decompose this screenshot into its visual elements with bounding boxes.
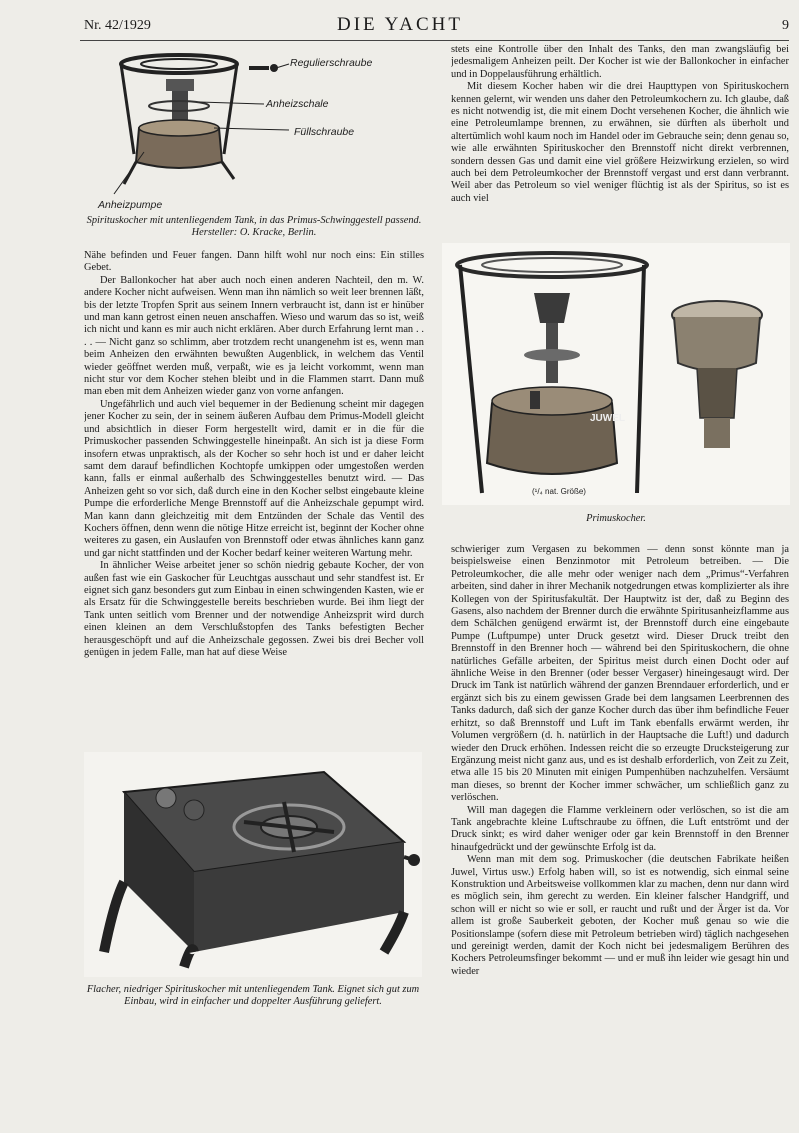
paragraph: Will man dagegen die Flamme verkleinern oder verlöschen, so ist die am Tank angebrachte kleine Luftschraube zu öffnen, die Luft entströmt und der Druck sinkt; es wird daher weniger oder gar kein Brennstoff in den Brenner hinaufgedrückt und der gewünschte Erfolg ist da. [451, 804, 789, 853]
right-column-top-text [451, 44, 789, 234]
paragraph: Wenn man mit dem sog. Primuskocher (die deutschen Fabrikate heißen Juwel, Virtus usw.) Erfolg haben will, so ist es notwendig, sich einmal seine Konstruktion und Arbeitsweise vollkommen klar zu machen, denn nur dann wird es möglich sein, ihm gerecht zu werden. Ein kleiner falscher Handgriff, und schon will er nicht so wie er soll, er raucht und rußt und der Ärger ist da. Vor allem ist große Sauberkeit geboten, der Kocher muß genau so wie die Positionslampe (sofern diese mit Petroleum betrieben wird) täglich nachgesehen und gereinigt werden, damit der Koch nicht bei jedesmaligem Berühren des Kochers Petroleumsfinger bekommt — und er muß ihn leider wie gesagt hin und wieder [451, 854, 789, 977]
figure3-caption: Flacher, niedriger Spirituskocher mit untenliegendem Tank. Eignet sich gut zum Einbau, wird in einfacher und doppelter Ausführung geliefert. [86, 984, 420, 1008]
brand-label: JUWEL [590, 413, 625, 424]
paragraph: schwieriger zum Vergasen zu bekommen — denn sonst könnte man ja beispielsweise einen Benzinmotor mit Petroleum betreiben. — Die Petroleumkocher, die alle mehr oder weniger nach dem „Primus“-Verfahren arbeiten, sind daher in ihrer Mechanik notgedrungen etwas komplizierter als ihre Kollegen von der Spiritusfakultät. Der Hauptwitz ist der, daß zu Beginn des Gasens, also nachdem der Brenner durch die erwähnte Spiritusanheizflamme aus dem Schälchen genügend erwärmt ist, der Brennstoff durch eine eingebaute Pumpe (Luftpumpe) unter Druck gesetzt wird. Dieser Druck treibt den Brennstoff in den Brenner hoch — während bei den Spirituskochern, die ohne natürliches Gefälle arbeiten, der Spiritus meist durch einen Docht oder auf ähnliche Weise in den Brenner (oder besser Vergaser) hineingesaugt wird. Der Druck im Tank ist natürlich während der ganzen Brenndauer erforderlich, und er ergänzt sich bis zu einem gewissen Grade bei dem langsamen Leerbrennen des Tanks dadurch, daß sich der ganze Kocher durch das über ihm befindliche Feuer erhitzt, so daß Brennstoff und Luft im Tank ebenfalls erwärmt werden, ihr Volumen vergrößern (d. h. natürlich in der Hauptsache die Luft!) und dadurch wieder den Druck erhöhen. Indessen reicht die so erzeugte Drucksteigerung zur Ergänzung meist nicht ganz aus, und es ist deshalb erforderlich, von Zeit zu Zeit, etwa alle 15 bis 20 Minuten mit einigen Pumpenhüben nachzuhelfen. Versäumt man dieses, so brennt der Kocher immer schwächer, um schließlich ganz zu verlöschen. [451, 544, 789, 804]
figure2-caption: Primuskocher. [586, 513, 646, 524]
flat-stove-drawing [84, 752, 422, 977]
label-anheizpumpe: Anheizpumpe [98, 199, 163, 211]
label-anheizschale: Anheizschale [266, 98, 329, 110]
issue-number: Nr. 42/1929 [84, 18, 151, 33]
label-fuellschraube: Füllschraube [294, 126, 355, 138]
header-rule [80, 40, 789, 41]
magazine-title: DIE YACHT [336, 14, 464, 35]
paragraph: In ähnlicher Weise arbeitet jener so schön niedrig gebaute Kocher, der von außen fast wie ein Gaskocher für Leuchtgas ausschaut und sehr standfest ist. Er eignet sich ganz besonders gut zum Einbau in einen schwingenden Kasten, wie er als Ersatz für die Schwinggestelle bereits beschrieben wurde. Bei ihm liegt der Tank unten seitlich vom Brenner und der notwendige Anheizsprit wird durch einen kleinen an dem Verschlußstopfen des Tanks befestigten Becher herausgeschöpft und auf die Anheizschale gegossen. Zwei bis drei Becher voll genügen in jedem Falle, man hat auf diese Weise [84, 560, 424, 658]
primus-stove-drawing [442, 243, 790, 505]
right-column-bottom-text [451, 544, 789, 1018]
scale-label: (¹/₄ nat. Größe) [532, 487, 586, 496]
left-column-text [84, 250, 424, 738]
figure-flat-stove-photo [84, 752, 422, 977]
paragraph: Nähe befinden und Feuer fangen. Dann hilft wohl nur noch eins: Ein stilles Gebet. [84, 250, 424, 274]
paragraph: Der Ballonkocher hat aber auch noch einen anderen Nachteil, den m. W. andere Kocher nicht aufweisen. Wenn man ihn nämlich so weit leer brennen läßt, bis der letzte Tropfen Sprit aus seinem Innern verbraucht ist, dann ist er hinüber und man kann getrost einen neuen anschaffen. Wieso und warum das so ist, weiß ich nicht und kann es mir auch nicht erklären. Aber durch Erfahrung lernt man . . . . — Nicht ganz so schlimm, aber trotzdem recht unangenehm ist es, wenn man beim Anheizen den erwähnten bewußten Augenblick, in welchem das Ventil wieder geöffnet werden muß, verpaßt, wie es ja leicht vorkommt, wenn man nicht stur vor dem Kocher stehen bleibt und in die Flammen starrt. Dann muß man eben mit dem Anheizen wieder ganz von vorne anfangen. [84, 274, 424, 398]
figure-primuskocher-photo [442, 243, 790, 505]
figure-spirit-stove-diagram [84, 44, 424, 214]
label-regulierschraube: Regulierschraube [290, 57, 373, 69]
paragraph: stets eine Kontrolle über den Inhalt des Tanks, den man zwangsläufig bei jedesmaligem Anheizen peilt. Der Kocher ist wie der Ballonkocher in einfacher und in Doppelausführung erhältlich. [451, 44, 789, 80]
page-header [0, 12, 799, 42]
figure1-caption: Spirituskocher mit untenliegendem Tank, in das Primus-Schwinggestell passend. Hersteller: O. Kracke, Berlin. [86, 215, 422, 239]
spirit-stove-drawing [84, 44, 424, 214]
paragraph: Mit diesem Kocher haben wir die drei Haupttypen von Spirituskochern kennen gelernt, wir wenden uns daher den Petroleumkochern zu. Ich glaube, daß es nicht notwendig ist, die mit einem Docht versehenen Kocher, die ähnlich wie eine Petroleumlampe brennen, zu erwähnen, sie dürften als überholt und altertümlich wohl kaum noch im Handel oder im Gebrauche sein; denn genau so, wie alle erwähnten Spirituskocher den Brennstoff nicht direkt verbrennen, sondern dessen Gas und damit eine viel größere Heizwirkung erzielen, so wird auch bei dem Petroleumkocher der Brennstoff vergast und erst dann verbrannt. Weil aber das Petroleum so viel weniger flüchtig ist als der Spiritus, so ist es auch viel [451, 81, 789, 204]
paragraph: Ungefährlich und auch viel bequemer in der Bedienung scheint mir dagegen jener Kocher zu sein, der in seinem äußeren Aufbau dem Primus-Modell gleicht und absichtlich in dieser Form hergestellt wird, damit er in die für die Primuskocher passenden Schwinggestelle hineinpaßt. An sich ist ja diese Form insofern etwas unpraktisch, als der Kocher so sehr hoch ist und er daher leicht samt dem darauf befindlichen Kochtopfe umkippen oder umgestoßen werden kann, falls er einmal außerhalb des Schwinggestelles benutzt wird. — Das Anheizen geht so vor sich, daß durch eine in den Kocher selbst eingebaute kleine Pumpe die erforderliche Menge Brennstoff auf die Anheizschale gepumpt wird. Man kann dann gleichzeitig mit dem Entzünden der Schale das Ventil des Kochers öffnen, denn wenn die nötige Hitze erreicht ist, beginnt der Kocher ohne weiteres zu gasen, ein Auslaufen von Brennstoff oder etwas ähnliches kann ganz und gar nicht stattfinden und der Kocher bedarf keiner weiteren Wartung mehr. [84, 398, 424, 559]
page-number: 9 [782, 18, 789, 33]
